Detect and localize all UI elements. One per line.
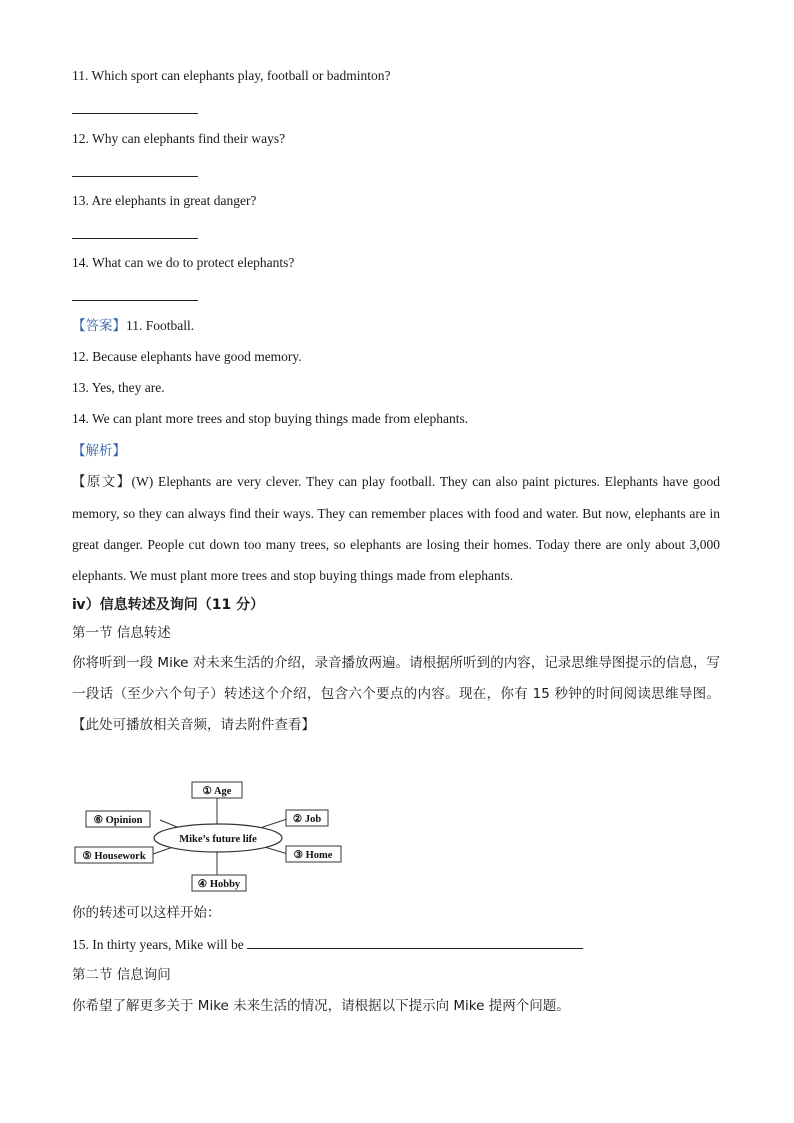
- node-opinion: ⑥ Opinion: [93, 815, 143, 826]
- original-text: (W) Elephants are very clever. They can play football. They can also paint pictures. Elephants have good memory, so they can always find their ways. They can remember places with food and water. But now, elephants are in great danger. People cut down too many trees, so elephants are losing their homes. Today there are only about 3,000 elephants. We must plant more trees and stop buying things made from elephants.: [72, 474, 721, 583]
- part1-instructions: 你将听到一段 Mike 对未来生活的介绍，录音播放两遍。请根据所听到的内容，记录思维导图提示的信息，写一段话（至少六个句子）转述这个介绍，包含六个要点的内容。现在，你有 15 秒钟的时间阅读思维导图。【此处可播放相关音频，请去附件查看】: [72, 655, 720, 733]
- answer-11-row: [72, 317, 194, 335]
- answer-12: 12. Because elephants have good memory.: [72, 349, 302, 364]
- answer-blank-11[interactable]: [72, 113, 198, 114]
- question-15: 15. In thirty years, Mike will be: [72, 937, 244, 952]
- answer-11: 11. Football.: [126, 318, 195, 333]
- mind-map-diagram: [72, 774, 354, 894]
- question-13: 13. Are elephants in great danger?: [72, 193, 257, 208]
- part2-instructions: 你希望了解更多关于 Mike 未来生活的情况，请根据以下提示向 Mike 提两个问题。: [72, 998, 570, 1014]
- question-14: 14. What can we do to protect elephants?: [72, 255, 295, 270]
- answer-blank-12[interactable]: [72, 176, 198, 177]
- answer-blank-14[interactable]: [72, 300, 198, 301]
- part2-title: 第二节 信息询问: [72, 967, 171, 983]
- section-iv-heading: ⅳ）信息转述及询问（11 分）: [72, 597, 265, 613]
- answer-tag: 【答案】: [72, 318, 126, 334]
- node-hobby: ④ Hobby: [197, 879, 241, 890]
- node-housework: ⑤ Housework: [82, 851, 146, 862]
- question-15-row: [72, 935, 583, 954]
- question-12: 12. Why can elephants find their ways?: [72, 131, 286, 146]
- start-hint: 你的转述可以这样开始：: [72, 905, 221, 921]
- answer-blank-15[interactable]: [247, 935, 583, 949]
- node-job: ② Job: [292, 814, 322, 825]
- node-age: ① Age: [202, 786, 232, 797]
- original-tag: 【原文】: [72, 474, 132, 490]
- node-home: ③ Home: [293, 850, 333, 861]
- answer-14: 14. We can plant more trees and stop buying things made from elephants.: [72, 411, 469, 426]
- question-11: 11. Which sport can elephants play, football or badminton?: [72, 68, 391, 83]
- mind-map-center-label: Mike’s future life: [179, 834, 257, 845]
- original-text-paragraph: [72, 466, 720, 591]
- answer-13: 13. Yes, they are.: [72, 380, 165, 395]
- answer-blank-13[interactable]: [72, 238, 198, 239]
- analysis-tag: 【解析】: [72, 443, 126, 459]
- part1-title: 第一节 信息转述: [72, 625, 171, 641]
